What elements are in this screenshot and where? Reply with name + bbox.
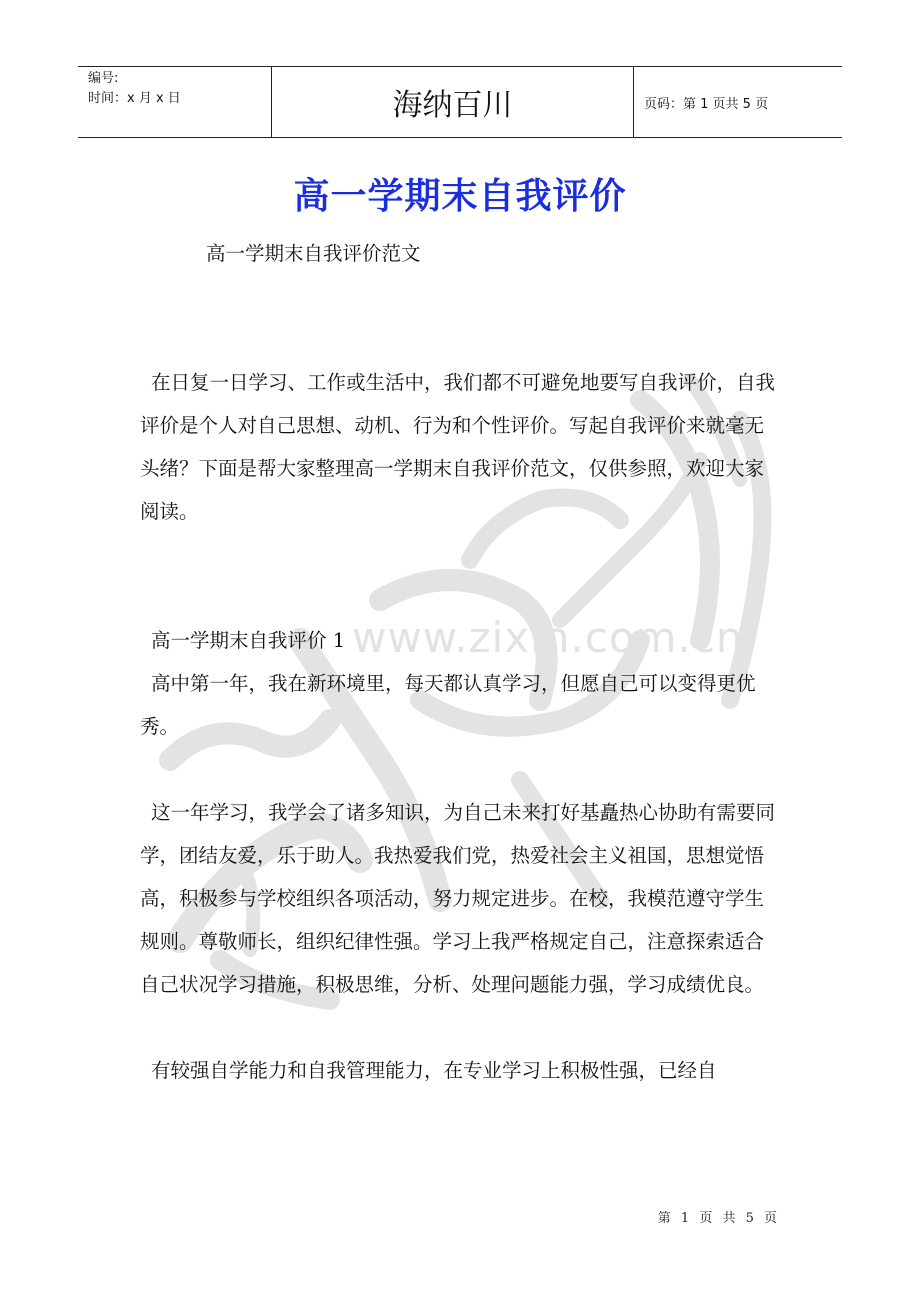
header-page-cell bbox=[634, 67, 842, 137]
header-page-label: 页码：第 1 页共 5 页 bbox=[644, 96, 769, 112]
document-body bbox=[140, 232, 782, 1092]
header-brand: 海纳百川 bbox=[392, 88, 513, 123]
spacer bbox=[140, 533, 782, 619]
spacer bbox=[140, 1006, 782, 1049]
header-brand-cell bbox=[272, 67, 634, 137]
section-heading: 高一学期末自我评价 1 bbox=[151, 629, 346, 652]
intro-paragraph: 在日复一日学习、工作或生活中，我们都不可避免地要写自我评价，自我评价是个人对自己思想、动机、行为和个性评价。写起自我评价来就毫无头绪？下面是帮大家整理高一学期末自我评价范文，仅供参照，欢迎大家阅读。 bbox=[140, 371, 776, 523]
paragraph-2: 这一年学习，我学会了诸多知识，为自己未来打好基矗热心协助有需要同学，团结友爱，乐于助人。我热爱我们党，热爱社会主义祖国，思想觉悟高，积极参与学校组织各项活动，努力规定进步。在校，我模范遵守学生规则。尊敬师长，组织纪律性强。学习上我严格规定自己，注意探索适合自己状况学习措施，积极思维，分析、处理问题能力强，学习成绩优良。 bbox=[140, 801, 776, 996]
paragraph-1: 高中第一年，我在新环境里，每天都认真学习，但愿自己可以变得更优秀。 bbox=[140, 672, 756, 738]
document-title: 高一学期末自我评价 bbox=[293, 175, 627, 217]
header-info-cell bbox=[78, 67, 272, 137]
header-time-label: 时间：x 月 x 日 bbox=[88, 91, 181, 106]
page-footer: 第 1 页 共 5 页 bbox=[657, 1211, 780, 1226]
header-number-label: 编号: bbox=[88, 71, 119, 86]
document-subtitle: 高一学期末自我评价范文 bbox=[206, 242, 421, 265]
paragraph-3: 有较强自学能力和自我管理能力，在专业学习上积极性强，已经自 bbox=[151, 1059, 717, 1082]
watermark-url: www.zixin.com.cn bbox=[352, 613, 744, 662]
page-header bbox=[78, 66, 842, 138]
spacer bbox=[140, 318, 782, 361]
spacer bbox=[140, 748, 782, 791]
